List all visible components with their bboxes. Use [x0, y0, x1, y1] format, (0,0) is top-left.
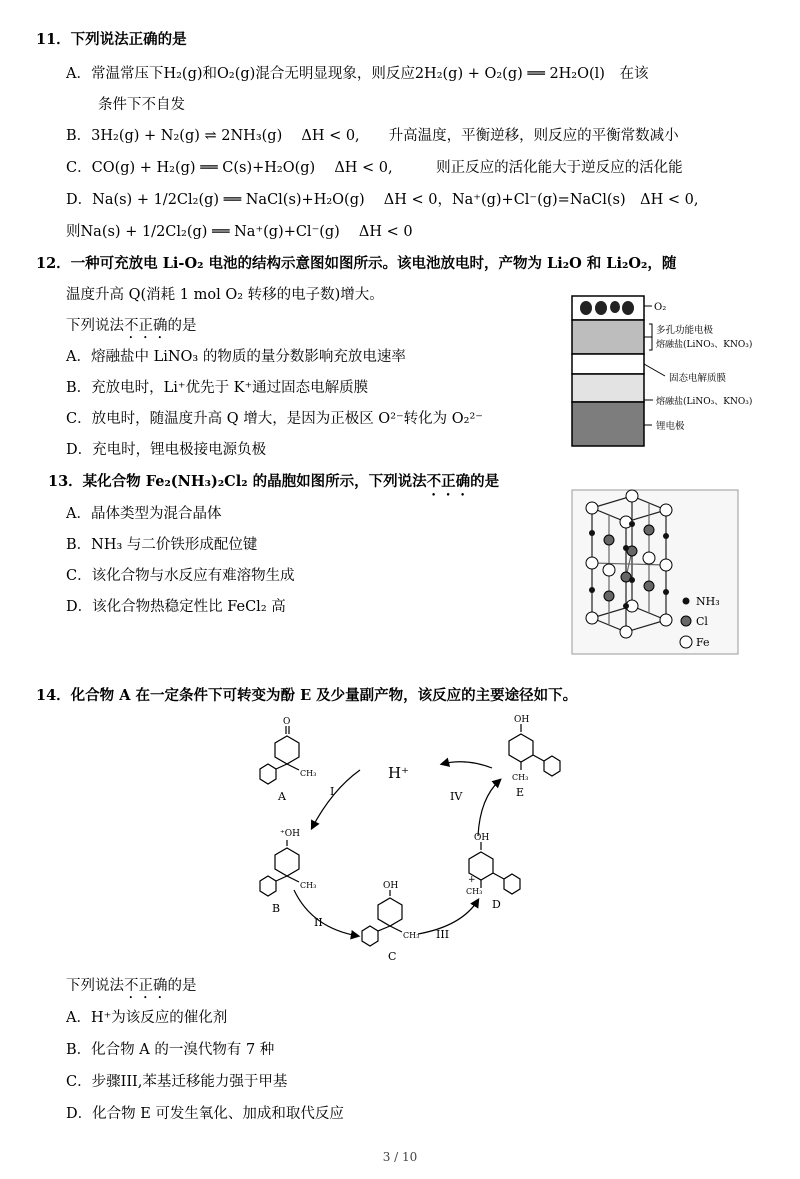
q13-stem [48, 472, 499, 499]
q12-option-b: B．充放电时，Li⁺优先于 K⁺通过固态电解质膜 [66, 380, 369, 396]
compound-a-methyl: CH₃ [300, 769, 317, 778]
compound-d-charge: + [468, 875, 476, 885]
q11-option-a-cont: 条件下不自发 [98, 97, 185, 113]
step-iii-label: III [436, 928, 450, 941]
q13-stem-pre: 13．某化合物 Fe₂(NH₃)₂Cl₂ 的晶胞如图所示，下列说法 [48, 473, 427, 490]
o2-bubble [622, 301, 634, 315]
compound-b-structure [260, 840, 299, 896]
q12-option-c: C．放电时，随温度升高 Q 增大，是因为正极区 O²⁻转化为 O₂²⁻ [66, 411, 483, 427]
step-i-arrow [312, 770, 360, 828]
legend-cl-label: Cl [696, 615, 708, 628]
q12-ask-post: 的是 [167, 318, 197, 334]
q12-option-d: D．充电时，锂电极接电源负极 [66, 442, 267, 458]
compound-a-oxygen: O [283, 717, 291, 727]
legend-fe-label: Fe [696, 636, 710, 649]
battery-diagram [565, 292, 785, 452]
compound-d-label: D [492, 898, 501, 911]
q12-ask-pre: 下列说法 [66, 318, 124, 334]
compound-a-structure [260, 726, 299, 784]
q11-stem: 11．下列说法正确的是 [36, 31, 187, 48]
q11-option-c: C．CO(g) + H₂(g) ══ C(s)+H₂O(g) ΔH < 0, 则正反应的活化能大于逆反应的活化能 [66, 160, 683, 176]
q13-option-c: C．该化合物与水反应有难溶物生成 [66, 568, 295, 584]
legend-nh3-marker [683, 598, 690, 605]
porous-salt-label: 熔融盐(LiNO₃、KNO₃) [656, 340, 753, 350]
compound-e-structure [509, 724, 560, 776]
compound-c-label: C [388, 950, 397, 963]
page-number: 3 / 10 [382, 1150, 418, 1164]
q13-option-a: A．晶体类型为混合晶体 [66, 506, 222, 522]
q12-stem-cont: 温度升高 Q(消耗 1 mol O₂ 转移的电子数)增大。 [66, 287, 384, 303]
compound-b-hydroxyl: ⁺OH [280, 829, 300, 839]
o2-bubble [580, 301, 592, 315]
compound-b-methyl: CH₃ [300, 881, 317, 890]
crystal-cell-diagram [570, 488, 740, 656]
q13-stem-post: 的是 [470, 473, 500, 490]
porous-electrode-label: 多孔功能电极 [656, 325, 714, 336]
step-ii-arrow [294, 890, 358, 936]
q14-ask-emphasis: 不正确 [124, 978, 168, 994]
compound-a-label: A [278, 790, 286, 803]
q11-option-d-cont: 则Na(s) + 1/2Cl₂(g) ══ Na⁺(g)+Cl⁻(g) ΔH < 0 [66, 224, 413, 240]
step-i-label: I [330, 785, 335, 798]
q11-option-b: B．3H₂(g) + N₂(g) ⇌ 2NH₃(g) ΔH < 0, 升高温度，平衡逆移，则反应的平衡常数减小 [66, 128, 679, 144]
compound-d-hydroxyl: OH [474, 833, 490, 843]
q14-stem: 14．化合物 A 在一定条件下可转变为酚 E 及少量副产物，该反应的主要途径如下。 [36, 687, 578, 704]
q14-option-d: D．化合物 E 可发生氧化、加成和取代反应 [66, 1106, 344, 1122]
o2-label: O₂ [654, 302, 667, 313]
step-iv-label: IV [450, 790, 463, 803]
solid-electrolyte-layer [572, 354, 644, 374]
compound-c-structure [362, 890, 402, 946]
reaction-scheme [230, 712, 610, 977]
q14-ask-post: 的是 [167, 978, 197, 994]
compound-c-methyl: CH₃ [403, 931, 420, 940]
q12-stem: 12．一种可充放电 Li-O₂ 电池的结构示意图如图所示。该电池放电时，产物为 Li₂O 和 Li₂O₂，随 [36, 255, 677, 272]
hplus-release-arrow [442, 762, 492, 768]
porous-electrode-layer [572, 320, 644, 354]
q14-option-a: A．H⁺为该反应的催化剂 [66, 1010, 228, 1026]
q13-stem-emphasis: 不正确 [426, 473, 471, 490]
membrane-label: 固态电解质膜 [669, 373, 727, 384]
o2-bubble [595, 301, 607, 315]
legend-fe-marker [680, 636, 692, 648]
crystal-frame [572, 490, 738, 654]
membrane-leader [644, 364, 665, 376]
molten-salt-layer [572, 374, 644, 402]
step-ii-label: II [314, 916, 323, 929]
compound-c-hydroxyl: OH [383, 881, 399, 891]
compound-e-methyl: CH₃ [512, 773, 529, 782]
catalyst-hplus: H⁺ [388, 764, 409, 782]
q14-ask-pre: 下列说法 [66, 978, 124, 994]
step-iv-arrow [478, 780, 500, 836]
compound-e-label: E [516, 786, 525, 799]
compound-d-methyl: CH₃ [466, 887, 483, 896]
compound-b-label: B [272, 902, 281, 915]
compound-e-hydroxyl: OH [514, 715, 530, 725]
q12-option-a: A．熔融盐中 LiNO₃ 的物质的量分数影响充放电速率 [66, 349, 406, 365]
q12-ask-emphasis: 不正确 [124, 318, 168, 334]
legend-nh3-label: NH₃ [696, 595, 720, 608]
li-electrode-label: 锂电极 [656, 421, 685, 432]
o2-bubble [610, 301, 620, 313]
q11-option-d: D．Na(s) + 1/2Cl₂(g) ══ NaCl(s)+H₂O(g) ΔH < 0，Na⁺(g)+Cl⁻(g)=NaCl(s) ΔH < 0, [66, 192, 699, 208]
legend-cl-marker [681, 616, 691, 626]
q13-option-d: D．该化合物热稳定性比 FeCl₂ 高 [66, 599, 286, 615]
salt-label: 熔融盐(LiNO₃、KNO₃) [656, 397, 753, 407]
q14-option-b: B．化合物 A 的一溴代物有 7 种 [66, 1042, 275, 1058]
q14-option-c: C．步骤III,苯基迁移能力强于甲基 [66, 1074, 288, 1090]
q14-ask [66, 976, 197, 1002]
lithium-electrode-layer [572, 402, 644, 446]
q11-option-a: A．常温常压下H₂(g)和O₂(g)混合无明显现象，则反应2H₂(g) + O₂(g) ══ 2H₂O(l) 在该 [66, 66, 649, 82]
q13-option-b: B．NH₃ 与二价铁形成配位键 [66, 537, 258, 553]
q12-ask [66, 316, 197, 342]
